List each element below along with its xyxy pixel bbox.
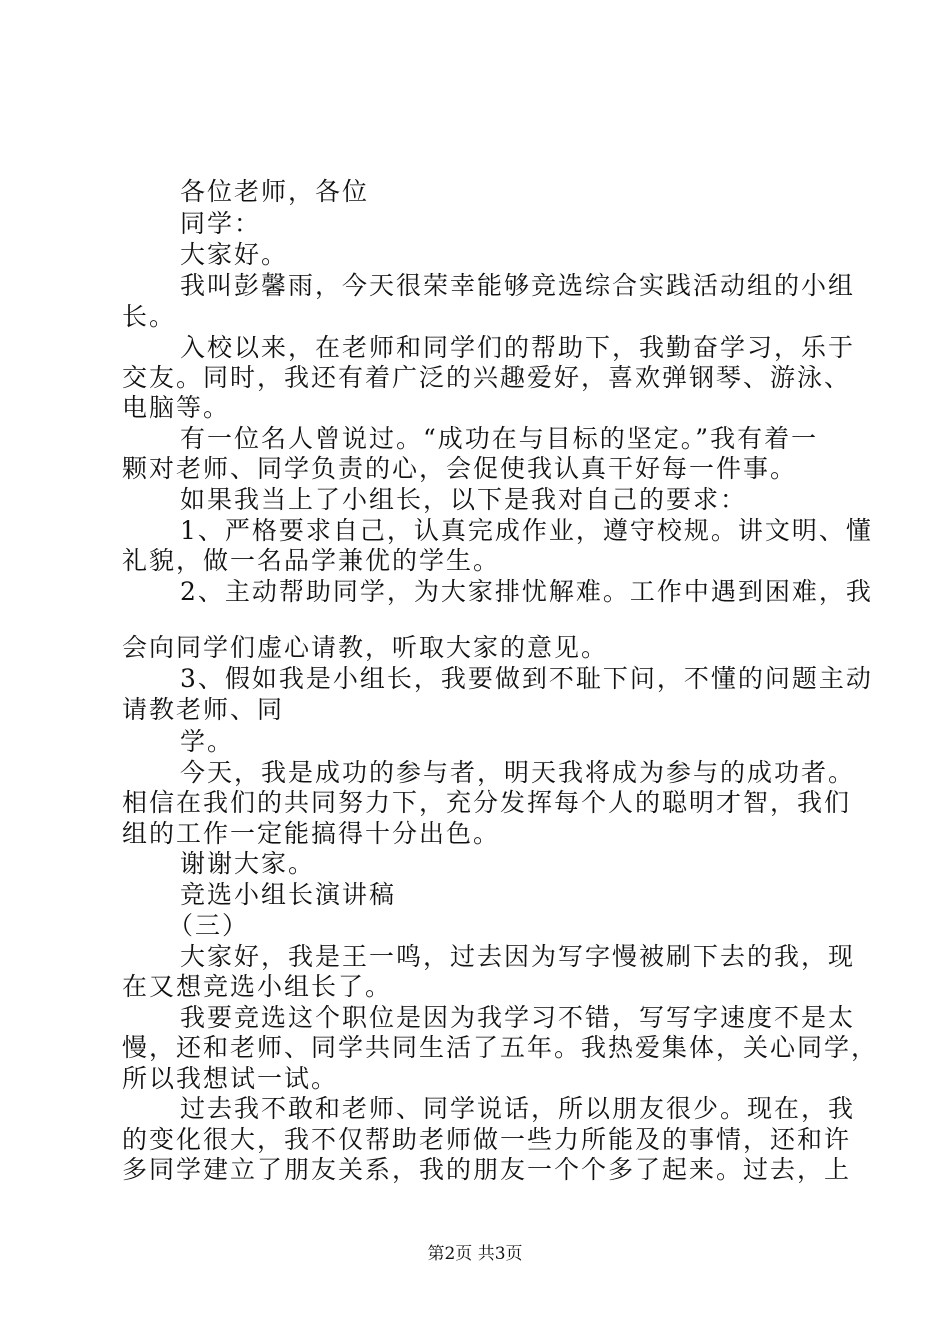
- text-line: 学。: [180, 727, 235, 756]
- text-line: 所以我想试一试。: [122, 1064, 339, 1093]
- text-line: 过去我不敢和老师、同学说话，所以朋友很少。现在，我: [180, 1094, 856, 1123]
- text-line: 各位老师，各位: [180, 177, 370, 206]
- text-line: 组的工作一定能搞得十分出色。: [122, 819, 501, 848]
- section-number: （三）: [168, 911, 250, 940]
- text-line: 的变化很大，我不仅帮助老师做一些力所能及的事情，还和许: [122, 1125, 852, 1154]
- text-line: 大家好。: [180, 240, 289, 269]
- text-line: 2、主动帮助同学，为大家排忧解难。工作中遇到困难，我: [180, 577, 873, 606]
- text-line: 长。: [122, 302, 177, 331]
- text-line: 颗对老师、同学负责的心，会促使我认真干好每一件事。: [122, 454, 798, 483]
- text-line: 有一位名人曾说过。“成功在与目标的坚定。”我有着一: [180, 424, 819, 453]
- text-line: 会向同学们虚心请教，听取大家的意见。: [122, 633, 609, 662]
- text-line: 相信在我们的共同努力下，充分发挥每个人的聪明才智，我们: [122, 788, 852, 817]
- text-line: 入校以来，在老师和同学们的帮助下，我勤奋学习，乐于: [180, 333, 856, 362]
- text-line: 1、严格要求自己，认真完成作业，遵守校规。讲文明、懂: [180, 516, 873, 545]
- text-line: 电脑等。: [122, 393, 231, 422]
- text-line: 礼貌，做一名品学兼优的学生。: [122, 546, 501, 575]
- text-line: 谢谢大家。: [180, 849, 316, 878]
- page-footer: 第2页 共3页: [427, 1244, 523, 1264]
- text-line: 在又想竞选小组长了。: [122, 972, 393, 1001]
- section-title: 竞选小组长演讲稿: [180, 880, 397, 909]
- text-line: 我要竞选这个职位是因为我学习不错，写写字速度不是太: [180, 1003, 856, 1032]
- text-line: 同学：: [180, 209, 262, 238]
- text-line: 交友。同时，我还有着广泛的兴趣爱好，喜欢弹钢琴、游泳、: [122, 363, 852, 392]
- text-line: 多同学建立了朋友关系，我的朋友一个个多了起来。过去，上: [122, 1155, 852, 1184]
- text-line: 大家好，我是王一鸣，过去因为写字慢被刷下去的我，现: [180, 942, 856, 971]
- text-line: 今天，我是成功的参与者，明天我将成为参与的成功者。: [180, 758, 856, 787]
- text-line: 如果我当上了小组长，以下是我对自己的要求：: [180, 485, 748, 514]
- text-line: 慢，还和老师、同学共同生活了五年。我热爱集体，关心同学，: [122, 1033, 879, 1062]
- text-line: 请教老师、同: [122, 695, 285, 724]
- text-line: 3、假如我是小组长，我要做到不耻下问，不懂的问题主动: [180, 664, 873, 693]
- text-line: 我叫彭馨雨，今天很荣幸能够竞选综合实践活动组的小组: [180, 271, 856, 300]
